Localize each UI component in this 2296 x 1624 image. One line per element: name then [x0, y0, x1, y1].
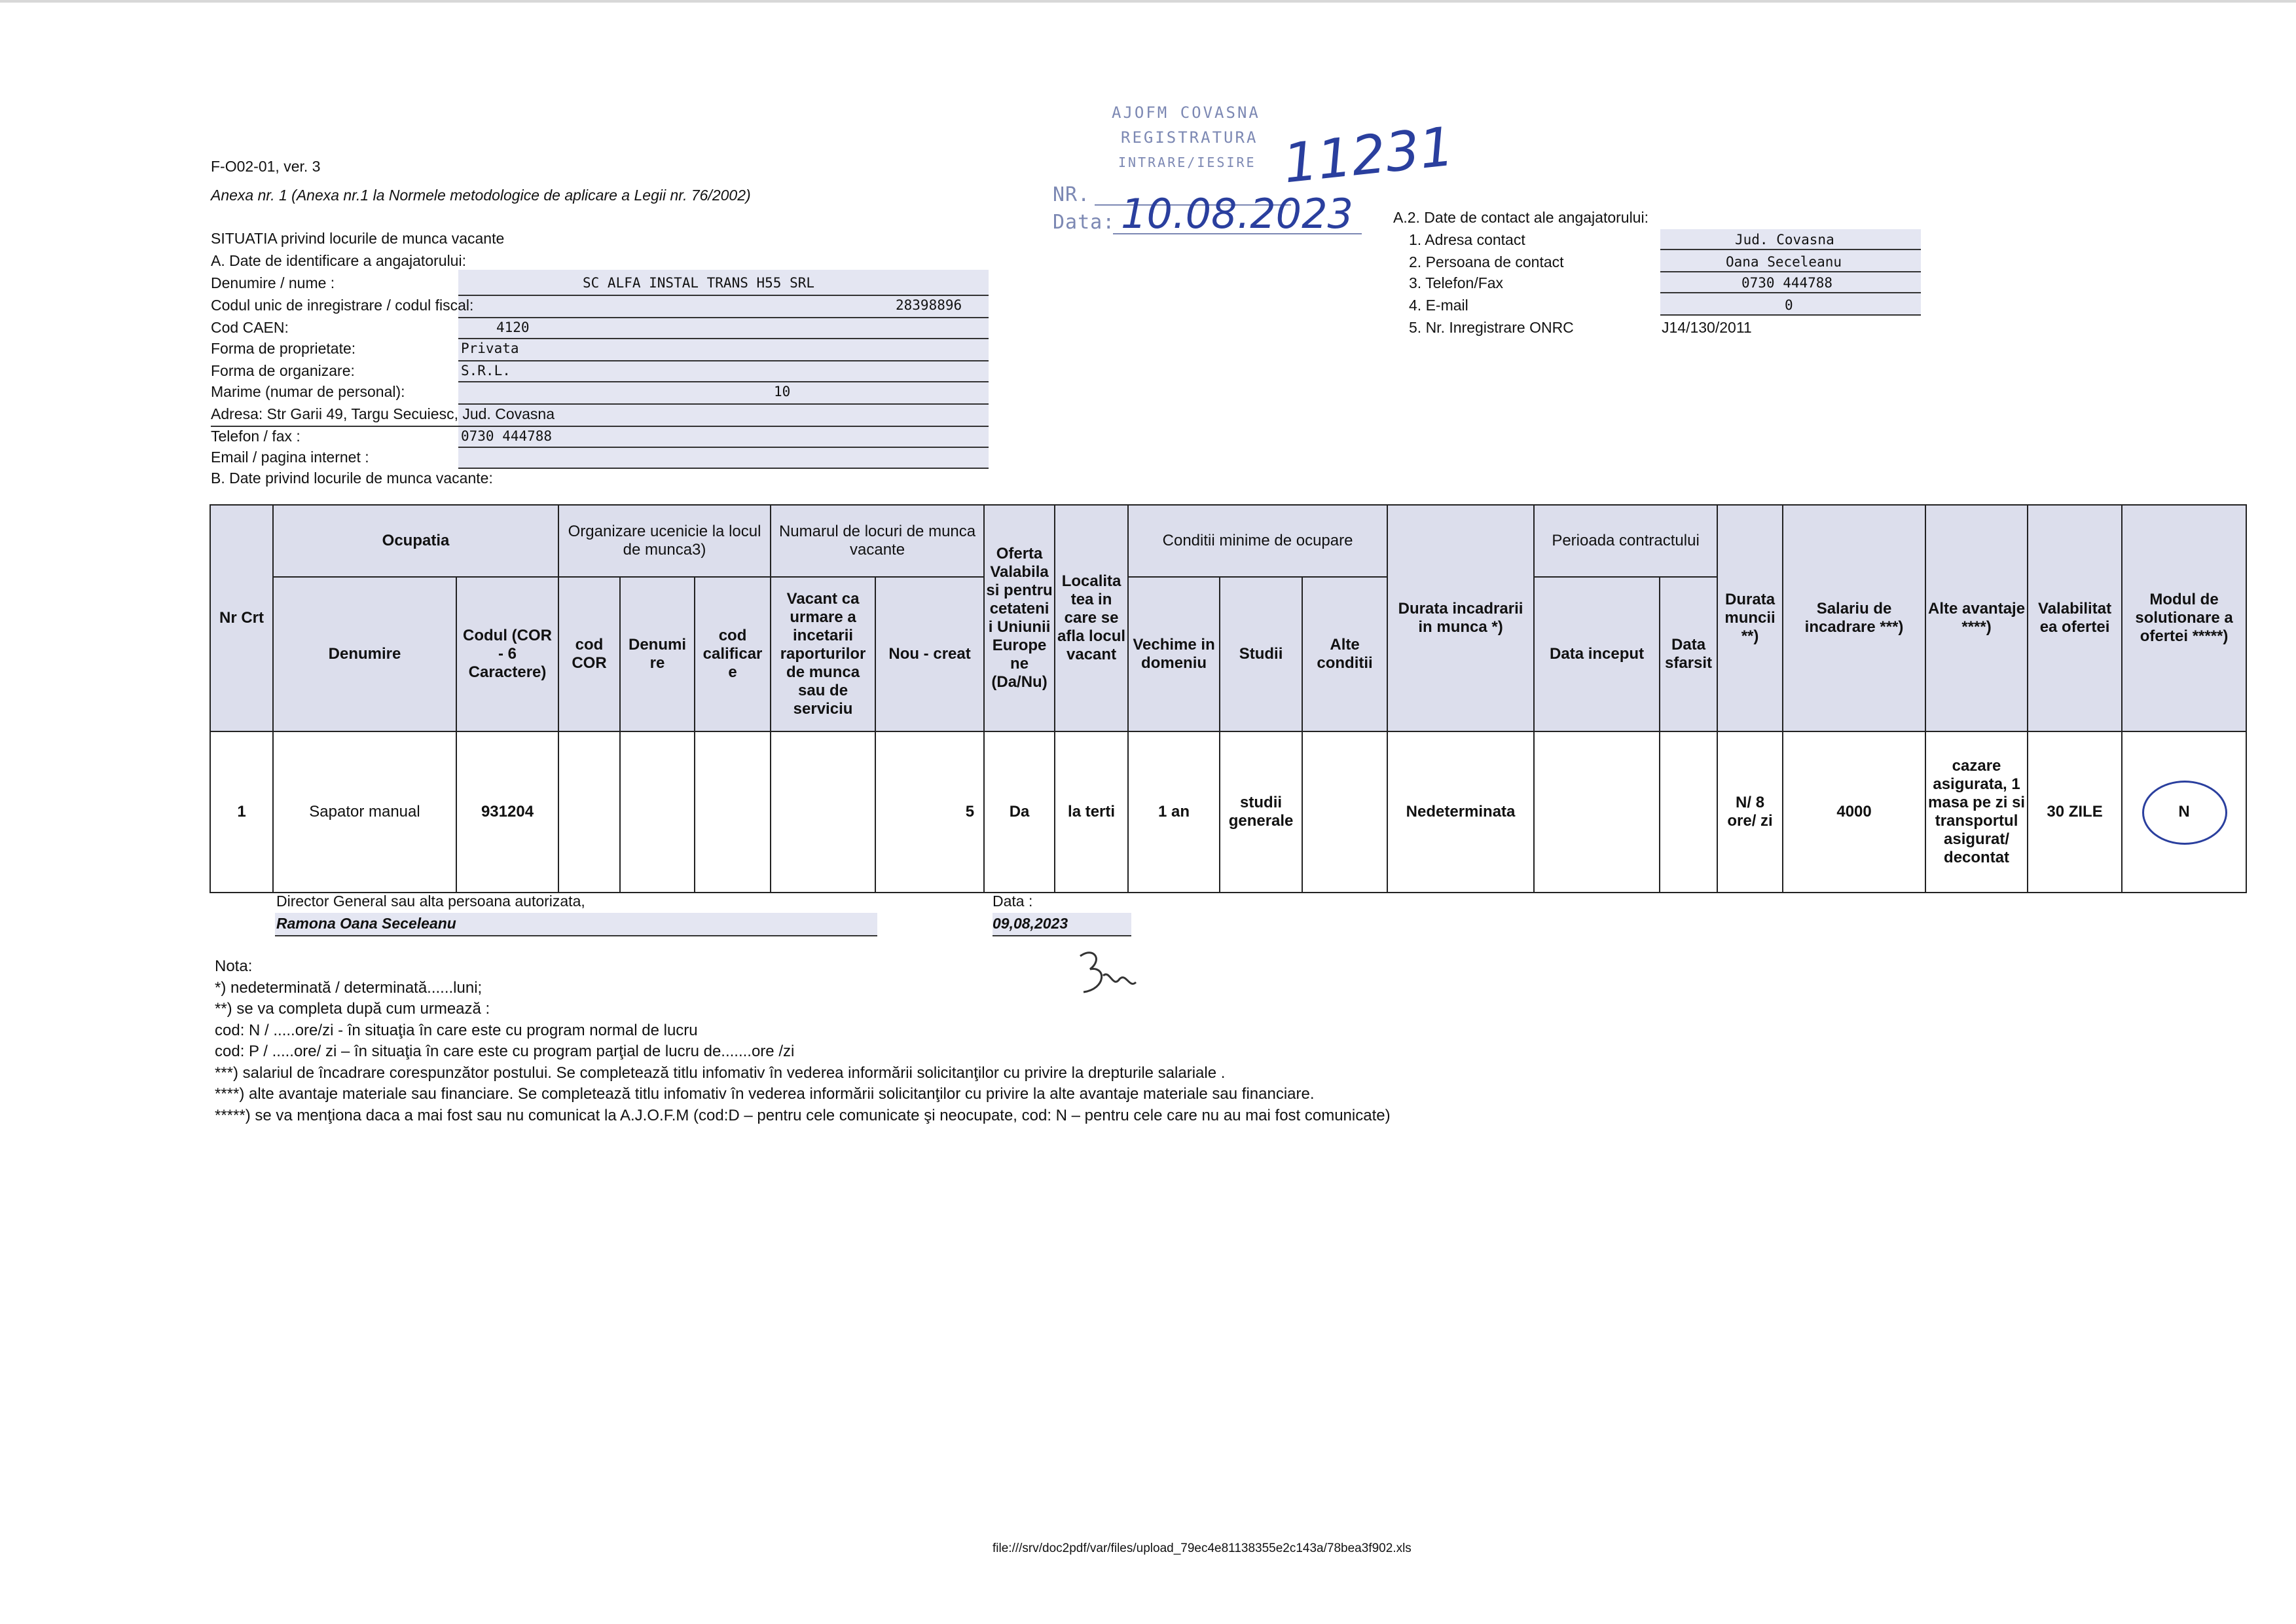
underline-contact-email [1660, 314, 1921, 316]
th-data-sfarsit: Data sfarsit [1660, 577, 1717, 731]
th-alte-avantaje: Alte avantaje ****) [1925, 505, 2028, 731]
underline-signature [275, 935, 877, 936]
underline-contact-person [1660, 271, 1921, 272]
cell-valabilitate: 30 ZILE [2028, 731, 2122, 893]
th-cod-calificare: cod calificar e [695, 577, 771, 731]
form-code: F-O02-01, ver. 3 [211, 158, 321, 175]
note-line: *) nedeterminată / determinată......luni; [215, 978, 483, 997]
note-line: cod: P / .....ore/ zi – în situaţia în care este cu program parţial de lucru de.......ore /zi [215, 1043, 795, 1060]
employer-property: Privata [461, 341, 519, 356]
th-nr-crt: Nr Crt [210, 505, 273, 731]
th-durata-muncii: Durata muncii **) [1717, 505, 1783, 731]
note-line: ****) alte avantaje materiale sau financiare. Se completează titlu infomativ în vederea informării solicitanţilor cu privire la alte avantaje materiale sau financiare. [215, 1085, 1315, 1103]
th-vacant: Vacant ca urmare a incetarii raporturilor de munca sau de serviciu [771, 577, 875, 731]
contact-email: 0 [1785, 297, 1793, 313]
th-valabilitate: Valabilitat ea ofertei [2028, 505, 2122, 731]
cell-cod: 931204 [456, 731, 558, 893]
th-organizare: Organizare ucenicie la locul de munca3) [558, 505, 771, 577]
underline-org [458, 381, 989, 382]
underline-email [458, 468, 989, 469]
cell-uc-cod [558, 731, 620, 893]
th-vechime: Vechime in domeniu [1128, 577, 1220, 731]
th-nou-creat: Nou - creat [875, 577, 984, 731]
th-perioada: Perioada contractului [1534, 505, 1717, 577]
cell-sfarsit [1660, 731, 1717, 893]
cell-localitate: la terti [1055, 731, 1128, 893]
cell-vechime: 1 an [1128, 731, 1220, 893]
contact-address-label: 1. Adresa contact [1409, 231, 1525, 248]
footer-path: file:///srv/doc2pdf/var/files/upload_79ec4e81138355e2c143a/78bea3f902.xls [993, 1541, 1412, 1555]
section-a-title: A. Date de identificare a angajatorului: [211, 252, 466, 269]
underline-cui [458, 317, 989, 318]
stamp-line1: AJOFM COVASNA [1112, 103, 1260, 122]
th-cod-cor: cod COR [558, 577, 620, 731]
contact-title: A.2. Date de contact ale angajatorului: [1393, 209, 1649, 226]
underline-caen [458, 338, 989, 339]
th-localitatea: Localita tea in care se afla locul vacant [1055, 505, 1128, 731]
employer-caen-label: Cod CAEN: [211, 319, 289, 336]
employer-phone-label: Telefon / fax : [211, 428, 301, 445]
employer-size: 10 [774, 384, 791, 399]
contact-address: Jud. Covasna [1735, 232, 1834, 248]
cell-vacant [771, 731, 875, 893]
underline-address [211, 426, 989, 427]
stamp-nr-label: NR. [1053, 183, 1091, 206]
cell-durata-muncii: N/ 8 ore/ zi [1717, 731, 1783, 893]
th-cod-cor6: Codul (COR - 6 Caractere) [456, 577, 558, 731]
cell-avantaje: cazare asigurata, 1 masa pe zi si transportul asigurat/ decontat [1925, 731, 2028, 893]
employer-caen: 4120 [496, 320, 530, 335]
contact-email-label: 4. E-mail [1409, 297, 1468, 314]
cell-denumire: Sapator manual [273, 731, 456, 893]
cell-modul [2122, 731, 2246, 893]
th-data-inceput: Data inceput [1534, 577, 1660, 731]
contact-person: Oana Seceleanu [1726, 254, 1842, 270]
th-ocupatia: Ocupatia [273, 505, 558, 577]
contact-onrc-label: 5. Nr. Inregistrare ONRC [1409, 319, 1574, 336]
th-studii: Studii [1220, 577, 1302, 731]
note-line: *****) se va menţiona daca a mai fost sau nu comunicat la A.J.O.F.M (cod:D – pentru cele comunicate şi neocupate, cod: N – pentru cele care nu au mai fost comunicate) [215, 1106, 1391, 1124]
cell-inceput [1534, 731, 1660, 893]
stamp-nr-value: 11231 [1280, 115, 1457, 196]
th-salariu: Salariu de incadrare ***) [1783, 505, 1925, 731]
signature-date: 09,08,2023 [993, 915, 1068, 932]
cell-uc-den [620, 731, 695, 893]
form-title: SITUATIA privind locurile de munca vacante [211, 230, 505, 247]
signature-date-label: Data : [993, 893, 1033, 910]
stamp-date-label: Data: [1053, 211, 1116, 234]
employer-org: S.R.L. [461, 363, 511, 378]
section-b-title: B. Date privind locurile de munca vacante: [211, 470, 493, 487]
employer-name: SC ALFA INSTAL TRANS H55 SRL [583, 275, 815, 291]
employer-cui-label: Codul unic de inregistrare / codul fiscal: [211, 297, 474, 314]
contact-phone-label: 3. Telefon/Fax [1409, 274, 1504, 291]
cell-durata: Nedeterminata [1387, 731, 1534, 893]
scan-edge [0, 0, 2296, 3]
cell-oferta: Da [984, 731, 1055, 893]
employer-org-label: Forma de organizare: [211, 362, 355, 379]
underline-contact-phone [1660, 292, 1921, 293]
cell-studii: studii generale [1220, 731, 1302, 893]
employer-phone: 0730 444788 [461, 428, 553, 444]
underline-phone [458, 447, 989, 448]
table-row [210, 731, 2246, 893]
signature-label: Director General sau alta persoana autorizata, [276, 893, 585, 910]
employer-address: Adresa: Str Garii 49, Targu Secuiesc, Jud. Covasna [211, 405, 555, 422]
vacancy-table [210, 504, 2247, 893]
signature-name: Ramona Oana Seceleanu [276, 915, 456, 932]
stamp-line2: REGISTRATURA [1121, 128, 1258, 147]
note-line: **) se va completa după cum urmează : [215, 1000, 490, 1018]
stamp-date-value: 10.08.2023 [1121, 190, 1353, 238]
underline-date [993, 935, 1131, 936]
employer-email-label: Email / pagina internet : [211, 449, 369, 466]
cell-nou: 5 [875, 731, 984, 893]
contact-person-label: 2. Persoana de contact [1409, 253, 1564, 270]
th-numar-locuri: Numarul de locuri de munca vacante [771, 505, 984, 577]
employer-size-label: Marime (numar de personal): [211, 383, 405, 400]
contact-phone: 0730 444788 [1741, 275, 1833, 291]
th-oferta: Oferta Valabila si pentru cetateni i Uniunii Europe ne (Da/Nu) [984, 505, 1055, 731]
modul-value: N [2178, 803, 2190, 821]
underline-property [458, 360, 989, 361]
contact-onrc: J14/130/2011 [1662, 319, 1752, 336]
th-conditii: Conditii minime de ocupare [1128, 505, 1387, 577]
cell-nr: 1 [210, 731, 273, 893]
note-line: Nota: [215, 957, 253, 975]
th-denumire: Denumire [273, 577, 456, 731]
th-modul: Modul de solutionare a ofertei *****) [2122, 505, 2246, 731]
th-denumire-uc: Denumi re [620, 577, 695, 731]
employer-name-label: Denumire / nume : [211, 274, 335, 291]
cell-uc-calif [695, 731, 771, 893]
underline-contact-address [1660, 249, 1921, 250]
stamp-line3: INTRARE/IESIRE [1118, 155, 1256, 170]
employer-property-label: Forma de proprietate: [211, 340, 356, 357]
note-line: cod: N / .....ore/zi - în situaţia în care este cu program normal de lucru [215, 1021, 698, 1039]
th-alte-conditii: Alte conditii [1302, 577, 1387, 731]
cell-alte [1302, 731, 1387, 893]
form-annex: Anexa nr. 1 (Anexa nr.1 la Normele metodologice de aplicare a Legii nr. 76/2002) [211, 187, 751, 204]
note-line: ***) salariul de încadrare corespunzător postului. Se completează titlu infomativ în vederea informării solicitanţilor cu privire la drepturile salariale . [215, 1063, 1226, 1082]
th-durata-incadrarii: Durata incadrarii in munca *) [1387, 505, 1534, 731]
employer-cui: 28398896 [896, 297, 962, 313]
notes-block [215, 956, 1391, 1126]
cell-salariu: 4000 [1783, 731, 1925, 893]
